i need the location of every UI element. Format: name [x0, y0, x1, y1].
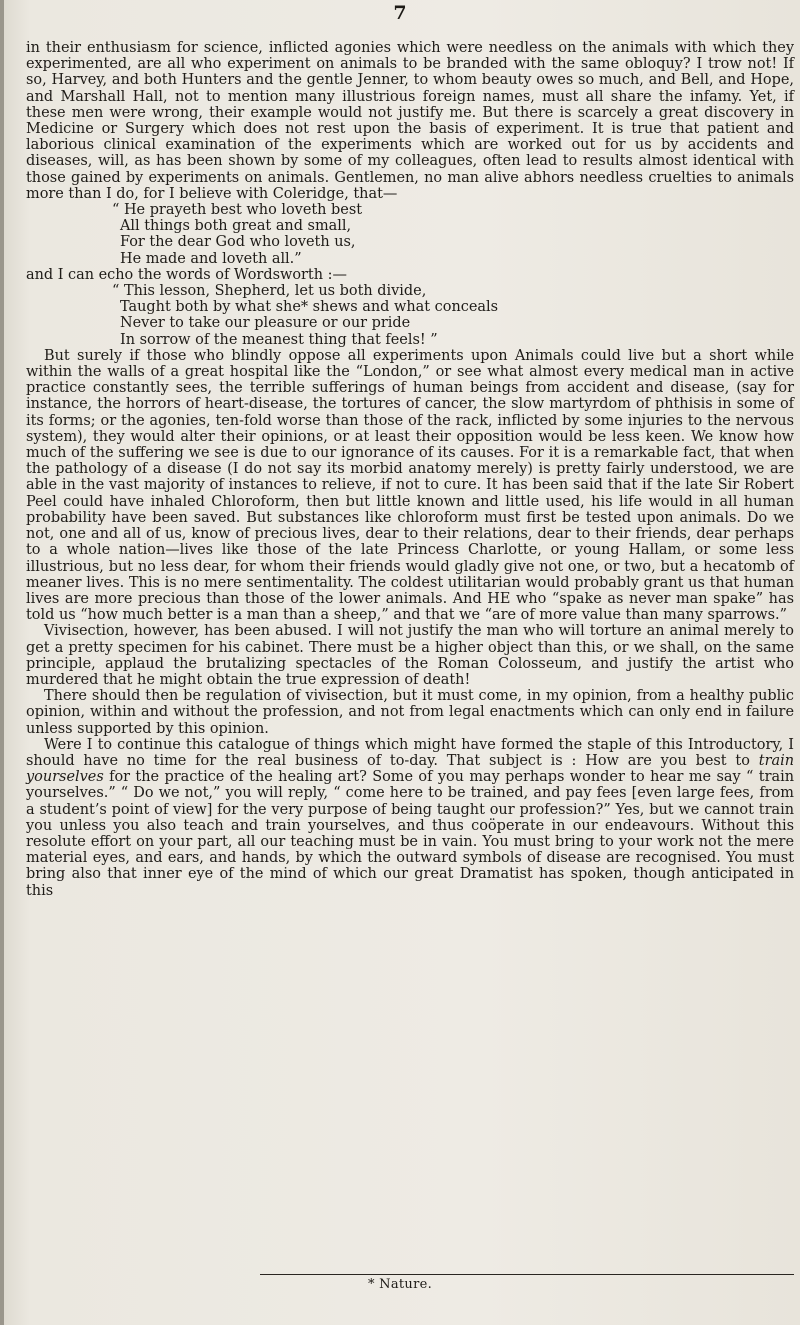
paragraph-regulation: There should then be regulation of vivisection, but it must come, in my opinion, from a healthy public opinion, within and without the profession, and not from legal enactments which can only end in failure unless supported by this opinion.	[26, 688, 794, 737]
verse-wordsworth	[112, 283, 794, 348]
text-run: for the practice of the healing art? Some of you may perhaps wonder to hear me say “ train yourselves.” “ Do we not,” you will reply, “ come here to be trained, and pay fees [even large fees, from a student’s point of view] for the very purpose of being taught our profession?” Yes, but we cannot train you unless you also teach and train yourselves, and thus coöperate in our endeavours. Without this resolute effort on your part, all our teaching must be in vain. You must bring to your work not the mere material eyes, and ears, and hands, by which the outward symbols of disease are recognised. You must bring also that inner eye of the mind of which our great Dramatist has spoken, though anticipated in this	[26, 769, 794, 899]
page-edge-shadow	[0, 0, 4, 1325]
emphasis-text: train yourselves	[26, 752, 794, 786]
paragraph-hospital-suffering: But surely if those who blindly oppose all experiments upon Animals could live but a short while within the walls of a great hospital like the “London,” or see what almost every medical man in active practice constantly sees, the terrible sufferings of human beings from accident and disease, (say for instance, the horrors of heart-disease, the tortures of cancer, the slow martyrdom of phthisis in some of its forms; or the agonies, ten-fold worse than those of the rack, inflicted by some injuries to the nervous system), they would alter their opinions, or at least their opposition would be less keen. We know how much of the suffering we see is due to our ignorance of its causes. For it is a remarkable fact, that when the pathology of a disease (I do not say its morbid anatomy merely) is pretty fairly understood, we are able in the vast majority of instances to relieve, if not to cure. It has been said that if the late Sir Robert Peel could have inhaled Chloroform, then but little known and little used, his life would in all human probability have been saved. But substances like chloroform must first be tested upon animals. Do we not, one and all of us, know of precious lives, dear to their relations, dear to their friends, dear perhaps to a whole nation—lives like those of the late Princess Charlotte, or young Hallam, or some less illustrious, but no less dear, for whom their friends would gladly give not one, or two, but a hecatomb of meaner lives. This is no mere sentimentality. The coldest utilitarian would probably grant us that human lives are more precious than those of the lower animals. And HE who “spake as never man spake” has told us “how much better is a man than a sheep,” and that we “are of more value than many sparrows.”	[26, 347, 794, 624]
verse-line: He made and loveth all.”	[120, 250, 302, 267]
page-number: 7	[393, 2, 407, 24]
paragraph-wordsworth-intro: and I can echo the words of Wordsworth :—	[26, 266, 347, 283]
verse-coleridge	[112, 202, 794, 267]
paragraph-vivisection-abused: Vivisection, however, has been abused. I will not justify the man who will torture an animal merely to get a pretty specimen for his cabinet. There must be a higher object than this, or we shall, on the same principle, applaud the brutalizing spectacles of the Roman Colosseum, and justify the artist who murdered that he might obtain the true expression of death!	[26, 623, 794, 688]
text-run: Were I to continue this catalogue of things which might have formed the staple of this Introductory, I should have no time for the real business of to-day. That subject is : How are you best to	[26, 736, 794, 769]
footnote: * Nature.	[367, 1277, 433, 1292]
footnote-rule	[260, 1274, 794, 1275]
verse-line: Taught both by what she* shews and what conceals	[120, 299, 499, 316]
paragraph-train-yourselves	[26, 737, 794, 899]
verse-line: “ He prayeth best who loveth best	[112, 202, 363, 219]
verse-line: For the dear God who loveth us,	[120, 234, 356, 251]
verse-line: “ This lesson, Shepherd, let us both divide,	[112, 283, 427, 300]
paragraph-vivisection-defense: in their enthusiasm for science, inflicted agonies which were needless on the animals with which they experimented, are all who experiment on animals to be branded with the same obloquy? I trow not! If so, Harvey, and both Hunters and the gentle Jenner, to whom beauty owes so much, and Bell, and Hope, and Marshall Hall, not to mention many illustrious foreign names, must all share the infamy. Yet, if these men were wrong, their example would not justify me. But there is scarcely a great discovery in Medicine or Surgery which does not rest upon the basis of experiment. It is true that patient and laborious clinical examination of the experiments which are worked out for us by accidents and diseases, will, as has been shown by some of my colleagues, often lead to results almost identical with those gained by experiments on animals. Gentlemen, no man alive abhors needless cruelties to animals more than I do, for I believe with Coleridge, that—	[26, 40, 794, 202]
verse-line: All things both great and small,	[120, 218, 352, 235]
body-text	[26, 40, 794, 899]
verse-line: In sorrow of the meanest thing that feels! ”	[120, 331, 438, 348]
verse-line: Never to take our pleasure or our pride	[120, 315, 411, 332]
